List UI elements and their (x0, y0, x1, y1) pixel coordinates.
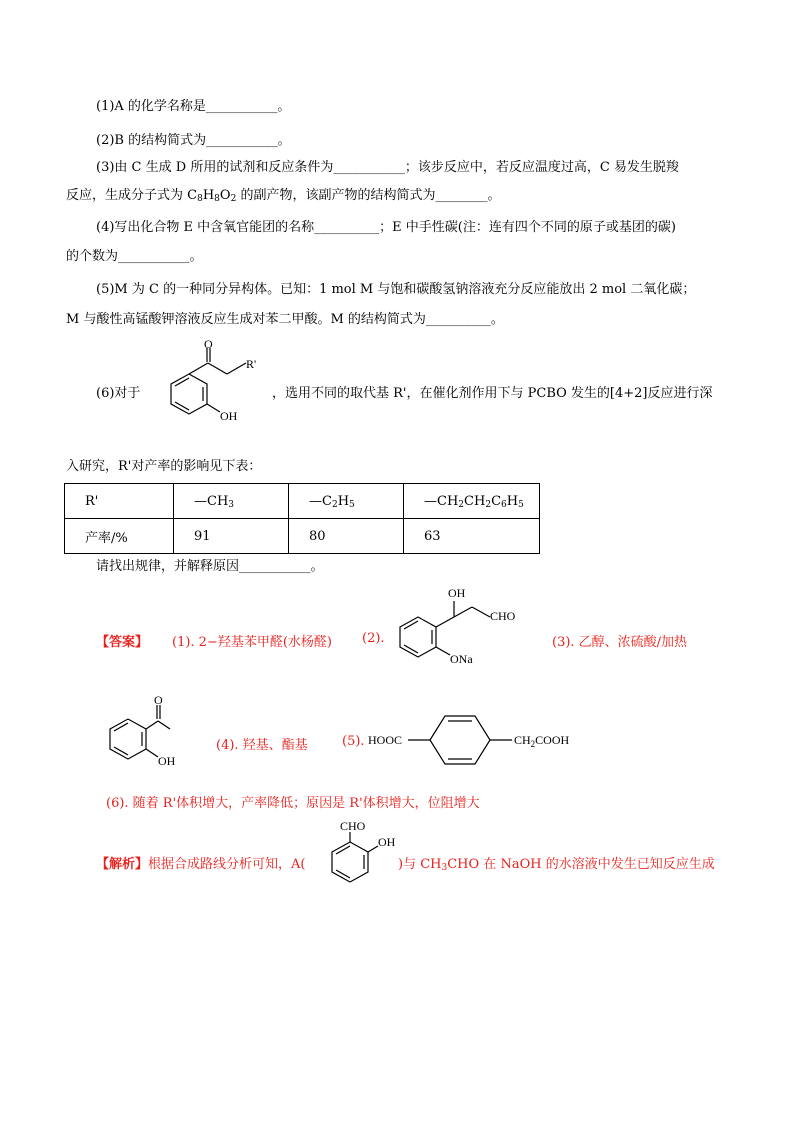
question-4-line2: 的个数为___________。 (66, 249, 203, 264)
question-3-line1: (3)由 C 生成 D 所用的试剂和反应条件为___________；该步反应中，若反应温度过高，C 易发生脱羧 (96, 160, 679, 175)
m-right-label: $CH_2COOH$ (514, 733, 570, 749)
answer-b-structure (390, 585, 540, 667)
analysis-line: 【解析】根据合成路线分析可知，A( (96, 857, 306, 872)
answer-m-structure (368, 708, 618, 772)
question-6-tail: 请找出规律，并解释原因___________。 (96, 559, 324, 574)
answer-4: (4). 羟基、酯基 (216, 738, 308, 753)
answer-1: (1). 2−羟基苯甲醛(水杨醛) (172, 635, 332, 650)
b-ona-label: ONa (450, 652, 473, 666)
answer-a4-structure (100, 695, 200, 767)
question-4-line1: (4)写出化合物 E 中含氧官能团的名称__________；E 中手性碳(注：连有四个不同的原子或基团的碳) (96, 220, 676, 235)
answer-3: (3). 乙醇、浓硫酸/加热 (552, 635, 688, 650)
question-5-line1: (5)M 为 C 的一种同分异构体。已知：1 mol M 与饱和碳酸氢钠溶液充分反应能放出 2 mol 二氧化碳； (96, 282, 696, 297)
q6-oh-label: OH (220, 409, 238, 423)
table-header-benzyl: $—CH_2CH_2C_6H_5$ (404, 484, 540, 519)
b-cho-label: CHO (490, 609, 516, 623)
an-cho-label: CHO (340, 819, 366, 833)
analysis-label: 【解析】 (96, 857, 149, 872)
answer-2: (2). (362, 631, 385, 646)
answer-label: 【答案】 (96, 635, 149, 650)
table-header-c2h5: $—C_2H_5$ (289, 484, 404, 519)
table-cell: 91 (174, 519, 289, 554)
answer-6: (6). 随着 R'体积增大，产率降低；原因是 R'体积增大，位阻增大 (106, 796, 480, 811)
question-3-line2: 反应，生成分子式为 $C_8H_8O_2$ 的副产物，该副产物的结构简式为________。 (66, 188, 501, 204)
analysis-a-structure (322, 819, 402, 892)
question-6-line2: 入研究，R'对产率的影响见下表： (66, 459, 262, 474)
q6-ketone-structure (140, 337, 270, 423)
b-oh-label: OH (448, 586, 466, 600)
a4-oh-label: OH (158, 754, 176, 768)
table-row (65, 519, 540, 554)
table-row-label: 产率/% (65, 519, 174, 554)
table-header-r: R' (65, 484, 174, 519)
analysis-text: )与 $CH_3CHO$ 在 NaOH 的水溶液中发生已知反应生成 (398, 857, 715, 873)
table-header-ch3: $—CH_3$ (174, 484, 289, 519)
question-6-text: ，选用不同的取代基 R'，在催化剂作用下与 PCBO 发生的[4+2]反应进行深 (272, 386, 713, 401)
question-2: (2)B 的结构简式为___________。 (96, 133, 291, 148)
q6-r-label: R' (246, 357, 257, 371)
table-row (65, 484, 540, 519)
table-cell: 80 (289, 519, 404, 554)
answer-5: (5). (342, 734, 365, 749)
an-oh-label: OH (378, 835, 396, 849)
yield-table (64, 483, 540, 554)
m-left-label: HOOC (368, 733, 403, 747)
question-6-prefix: (6)对于 (96, 386, 141, 401)
question-5-line2: M 与酸性高锰酸钾溶液反应生成对苯二甲酸。M 的结构简式为__________。 (66, 312, 504, 327)
question-1: (1)A 的化学名称是___________。 (96, 99, 291, 114)
table-cell: 63 (404, 519, 540, 554)
a4-o-label: O (154, 693, 163, 707)
q6-o-label: O (204, 337, 213, 351)
